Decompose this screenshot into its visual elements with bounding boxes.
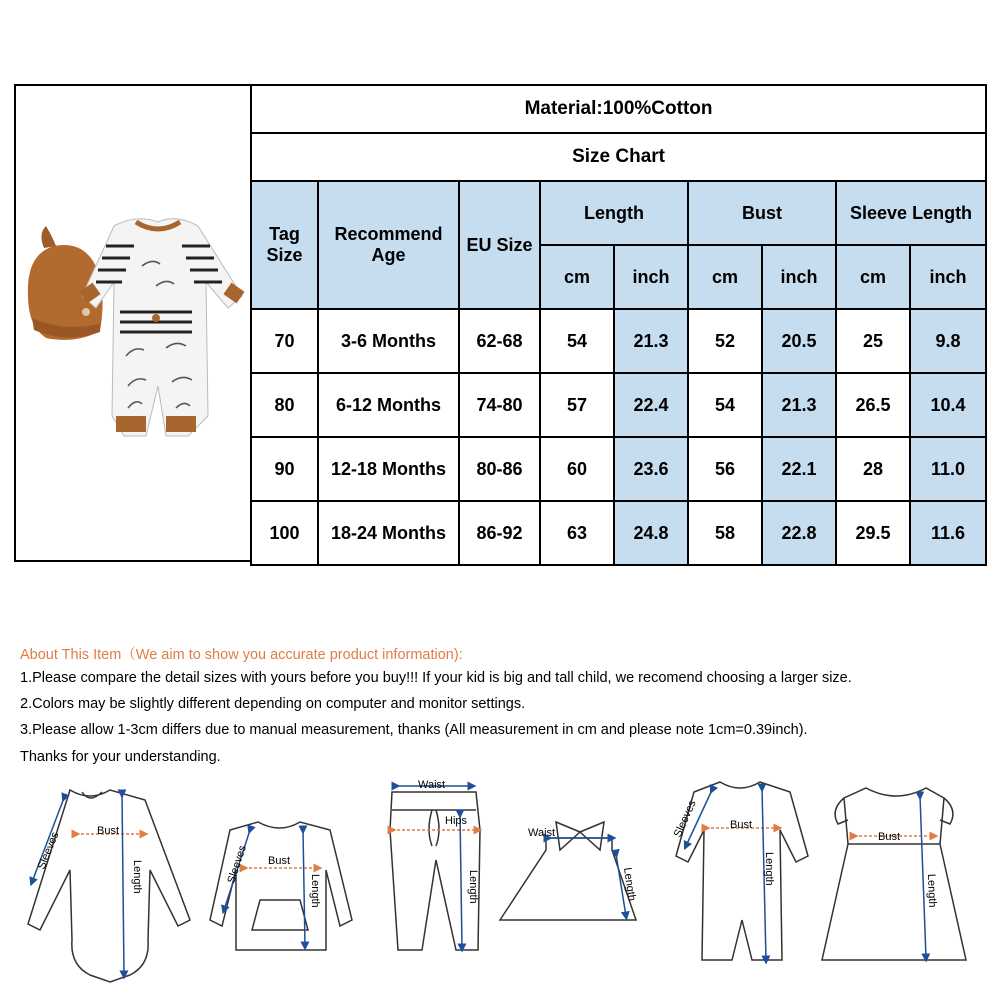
cell-length-inch: 23.6 (614, 437, 688, 501)
header-tag-size-line1: Tag (269, 224, 300, 244)
pants-hips-label: Hips (445, 815, 468, 827)
cell-bust-cm: 54 (688, 373, 762, 437)
cell-age: 12-18 Months (318, 437, 459, 501)
cell-age: 3-6 Months (318, 309, 459, 373)
cell-eu: 74-80 (459, 373, 540, 437)
note-line-4: Thanks for your understanding. (20, 749, 221, 765)
header-length-cm: cm (540, 245, 614, 309)
about-heading: About This Item（We aim to show you accurate product information): (20, 647, 463, 663)
cell-sleeve-inch: 9.8 (910, 309, 986, 373)
cell-bust-inch: 21.3 (762, 373, 836, 437)
cell-bust-inch: 20.5 (762, 309, 836, 373)
bodysuit-sleeves-label: Sleeves (35, 830, 62, 872)
header-sleeve-cm: cm (836, 245, 910, 309)
cell-bust-cm: 56 (688, 437, 762, 501)
dress-diagram (822, 788, 966, 960)
sweatshirt-length-label: Length (309, 874, 321, 908)
header-sleeve-inch: inch (910, 245, 986, 309)
cell-tag: 80 (251, 373, 318, 437)
cell-bust-cm: 52 (688, 309, 762, 373)
table-row (251, 437, 986, 501)
cell-age: 18-24 Months (318, 501, 459, 565)
header-recommend-age (318, 181, 459, 309)
header-length: Length (540, 181, 688, 245)
note-line-1: 1.Please compare the detail sizes with yours before you buy!!! If your kid is big and tall child, we recomend choosing a larger size. (20, 670, 852, 686)
cell-bust-inch: 22.8 (762, 501, 836, 565)
table-row (251, 501, 986, 565)
measurement-diagrams (0, 770, 1000, 995)
pants-length-label: Length (467, 870, 479, 904)
cell-length-cm: 63 (540, 501, 614, 565)
romper-image (79, 219, 244, 436)
cell-eu: 80-86 (459, 437, 540, 501)
pants-diagram (390, 786, 480, 950)
header-bust-inch: inch (762, 245, 836, 309)
cell-sleeve-inch: 11.6 (910, 501, 986, 565)
cell-length-cm: 57 (540, 373, 614, 437)
cell-sleeve-inch: 11.0 (910, 437, 986, 501)
header-tag-size-line2: Size (266, 245, 303, 265)
product-photo (16, 86, 248, 560)
cell-length-cm: 54 (540, 309, 614, 373)
cell-eu: 62-68 (459, 309, 540, 373)
sweatshirt-bust-label: Bust (268, 855, 291, 867)
header-sleeve-length: Sleeve Length (836, 181, 986, 245)
skirt-diagram (500, 822, 636, 920)
cell-sleeve-cm: 29.5 (836, 501, 910, 565)
header-bust: Bust (688, 181, 836, 245)
dress-length-label: Length (925, 873, 939, 908)
cell-eu: 86-92 (459, 501, 540, 565)
header-length-inch: inch (614, 245, 688, 309)
cell-sleeve-cm: 28 (836, 437, 910, 501)
skirt-length-label: Length (621, 866, 638, 902)
note-line-3: 3.Please allow 1-3cm differs due to manual measurement, thanks (All measurement in cm and please note 1cm=0.39inch). (20, 722, 808, 738)
cell-length-cm: 60 (540, 437, 614, 501)
note-line-2: 2.Colors may be slightly different depending on computer and monitor settings. (20, 696, 526, 712)
cell-age: 6-12 Months (318, 373, 459, 437)
romper-bust-label: Bust (730, 819, 753, 831)
cell-sleeve-cm: 26.5 (836, 373, 910, 437)
table-row (251, 309, 986, 373)
dress-bust-label: Bust (878, 831, 901, 843)
bodysuit-diagram (28, 790, 190, 982)
chart-title: Size Chart (251, 133, 986, 181)
cell-sleeve-cm: 25 (836, 309, 910, 373)
cell-bust-cm: 58 (688, 501, 762, 565)
header-bust-cm: cm (688, 245, 762, 309)
cell-tag: 90 (251, 437, 318, 501)
sweatshirt-sleeves-label: Sleeves (225, 843, 249, 885)
bodysuit-bust-label: Bust (97, 825, 120, 837)
header-eu-size: EU Size (459, 181, 540, 309)
header-tag-size (251, 181, 318, 309)
sweatshirt-diagram (210, 822, 352, 950)
cell-length-inch: 22.4 (614, 373, 688, 437)
table-row (251, 373, 986, 437)
romper-sleeves-label: Sleeves (671, 798, 699, 840)
pants-waist-label: Waist (418, 779, 446, 791)
material-label: Material:100%Cotton (251, 85, 986, 133)
header-recommend-age-line1: Recommend (334, 224, 443, 244)
cell-length-inch: 21.3 (614, 309, 688, 373)
cell-tag: 100 (251, 501, 318, 565)
product-photo-cell (14, 84, 250, 562)
bodysuit-length-label: Length (131, 860, 143, 894)
size-chart-table (250, 84, 987, 566)
cell-sleeve-inch: 10.4 (910, 373, 986, 437)
cell-length-inch: 24.8 (614, 501, 688, 565)
header-recommend-age-line2: Age (371, 245, 406, 265)
cell-bust-inch: 22.1 (762, 437, 836, 501)
skirt-waist-label: Waist (528, 827, 556, 839)
romper-length-label: Length (763, 852, 775, 886)
cell-tag: 70 (251, 309, 318, 373)
